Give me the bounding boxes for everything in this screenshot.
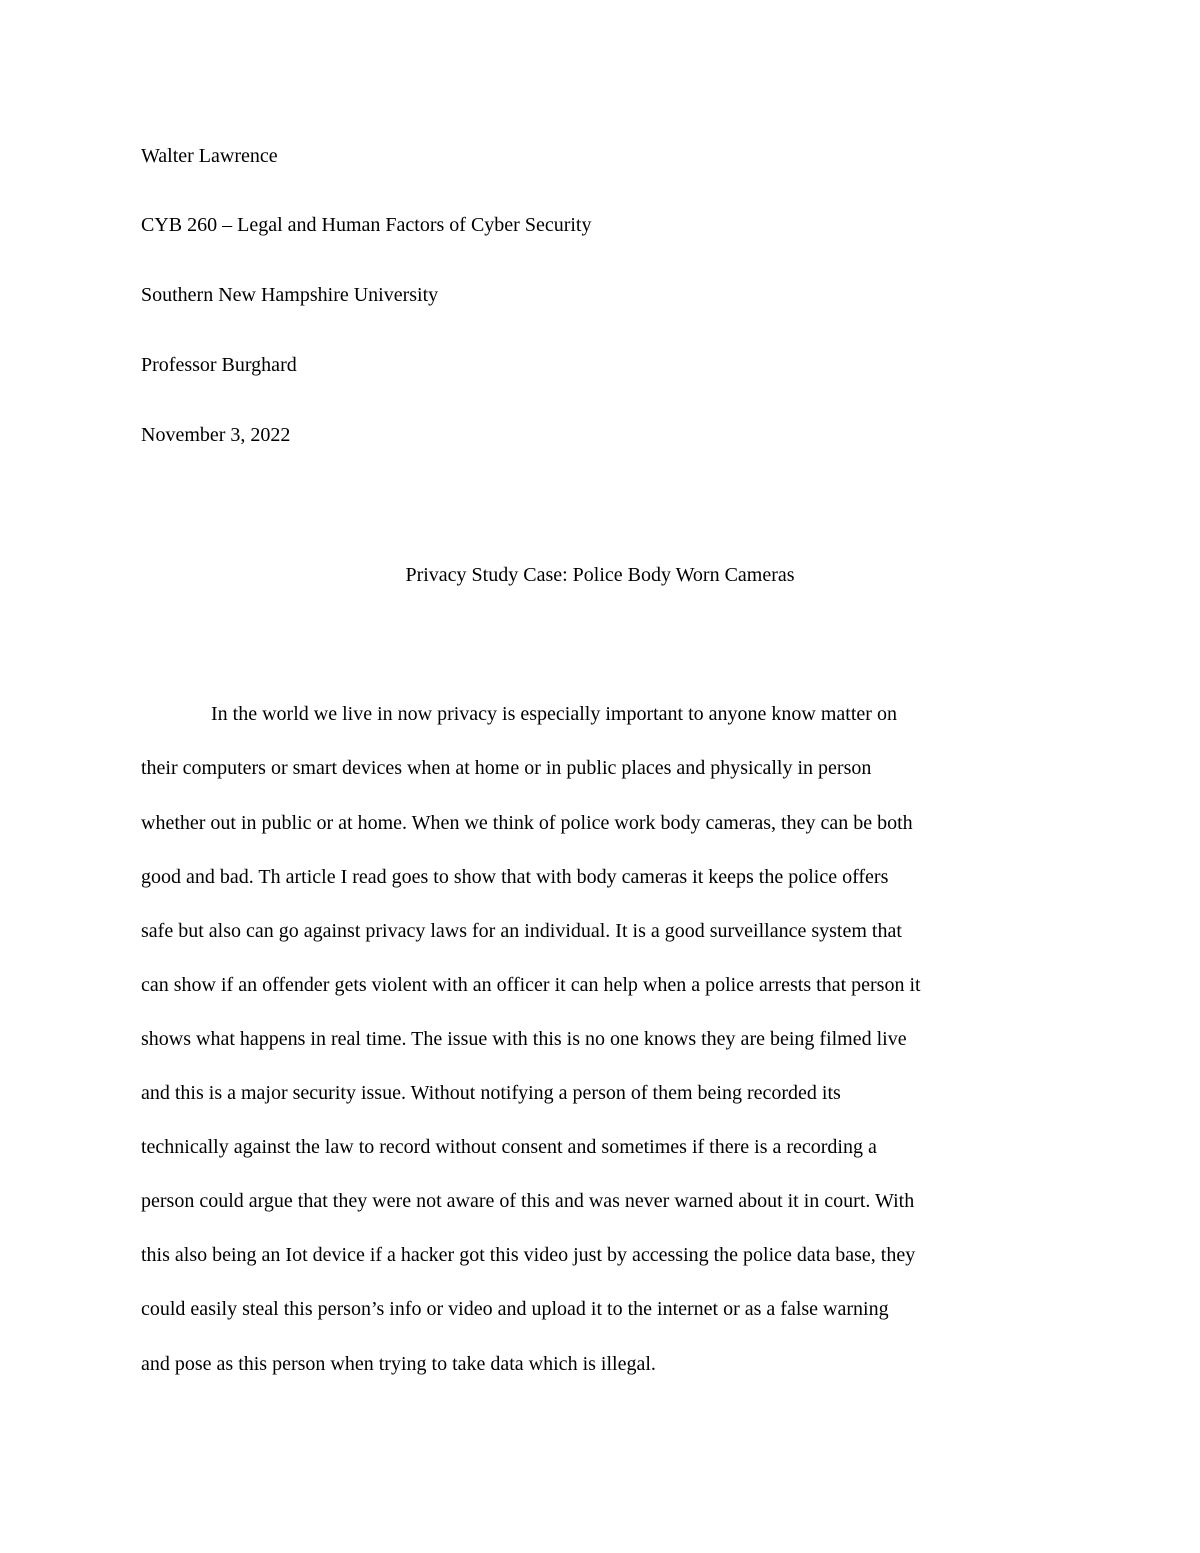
submission-date: November 3, 2022 [141, 424, 291, 446]
body-line: shows what happens in real time. The issue with this is no one knows they are being filmed live [141, 1028, 907, 1050]
body-line: whether out in public or at home. When we think of police work body cameras, they can be both [141, 812, 913, 834]
body-line: technically against the law to record without consent and sometimes if there is a recording a [141, 1136, 877, 1158]
course-title: CYB 260 – Legal and Human Factors of Cyber Security [141, 214, 592, 236]
body-line: can show if an offender gets violent with an officer it can help when a police arrests that person it [141, 974, 921, 996]
body-line: this also being an Iot device if a hacker got this video just by accessing the police data base, they [141, 1244, 916, 1266]
school-name: Southern New Hampshire University [141, 284, 439, 306]
body-line: person could argue that they were not aware of this and was never warned about it in court. With [141, 1190, 915, 1212]
body-line: and this is a major security issue. Without notifying a person of them being recorded its [141, 1082, 841, 1104]
body-line: their computers or smart devices when at home or in public places and physically in person [141, 757, 872, 779]
body-line: safe but also can go against privacy laws for an individual. It is a good surveillance system that [141, 920, 902, 942]
body-line: In the world we live in now privacy is especially important to anyone know matter on [211, 703, 897, 725]
paper-title: Privacy Study Case: Police Body Worn Cameras [405, 564, 795, 586]
author-name: Walter Lawrence [141, 145, 278, 167]
body-line: and pose as this person when trying to take data which is illegal. [141, 1353, 656, 1375]
professor-name: Professor Burghard [141, 354, 297, 376]
body-line: could easily steal this person’s info or video and upload it to the internet or as a false warning [141, 1298, 889, 1320]
body-line: good and bad. Th article I read goes to show that with body cameras it keeps the police offers [141, 866, 889, 888]
